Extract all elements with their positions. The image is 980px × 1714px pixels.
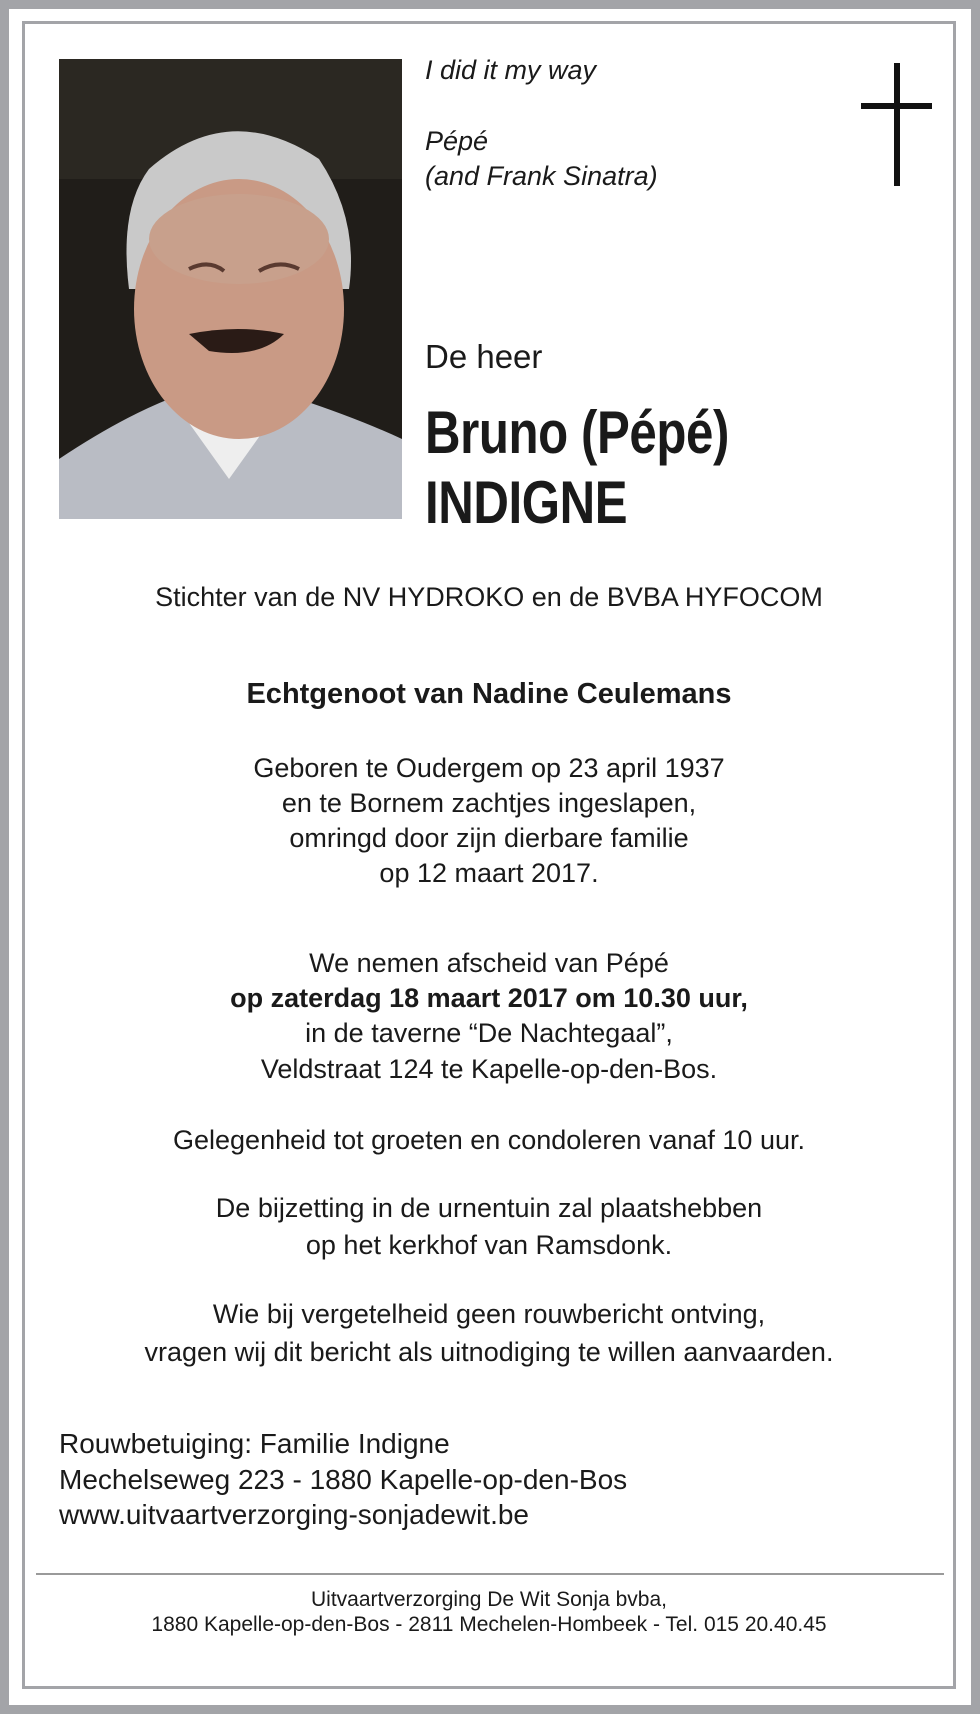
farewell-line: We nemen afscheid van Pépé	[309, 948, 669, 978]
condolence-line: Gelegenheid tot groeten en condoleren vanaf 10 uur.	[173, 1125, 805, 1155]
quote-attribution: (and Frank Sinatra)	[425, 161, 658, 191]
invitation-line: vragen wij dit bericht als uitnodiging te willen aanvaarden.	[144, 1337, 834, 1367]
burial-line: op het kerkhof van Ramsdonk.	[305, 1230, 673, 1260]
founder-line: Stichter van de NV HYDROKO en de BVBA HYFOCOM	[155, 582, 823, 612]
farewell-date: op zaterdag 18 maart 2017 om 10.30 uur,	[230, 983, 748, 1013]
birth-line: Geboren te Oudergem op 23 april 1937	[253, 753, 725, 783]
deceased-first-name: Bruno (Pépé)	[425, 399, 729, 466]
deceased-last-name: INDIGNE	[425, 469, 628, 536]
farewell-line: in de taverne “De Nachtegaal”,	[305, 1018, 673, 1048]
birth-line: en te Bornem zachtjes ingeslapen,	[281, 788, 697, 818]
contact-address: Mechelseweg 223 - 1880 Kapelle-op-den-Bos	[59, 1464, 628, 1495]
quote-line: I did it my way	[425, 55, 597, 85]
birth-line: op 12 maart 2017.	[379, 858, 599, 888]
quote-author: Pépé	[425, 126, 489, 156]
title-prefix: De heer	[425, 338, 543, 375]
farewell-line: Veldstraat 124 te Kapelle-op-den-Bos.	[260, 1054, 718, 1084]
contact-line: Rouwbetuiging: Familie Indigne	[59, 1428, 450, 1459]
footer-address: 1880 Kapelle-op-den-Bos - 2811 Mechelen-Hombeek - Tel. 015 20.40.45	[151, 1613, 827, 1636]
birth-line: omringd door zijn dierbare familie	[289, 823, 689, 853]
footer-company: Uitvaartverzorging De Wit Sonja bvba,	[311, 1588, 667, 1611]
spouse-line: Echtgenoot van Nadine Ceulemans	[246, 678, 732, 710]
burial-line: De bijzetting in de urnentuin zal plaatshebben	[215, 1193, 763, 1223]
invitation-line: Wie bij vergetelheid geen rouwbericht ontving,	[212, 1299, 766, 1329]
contact-website-link[interactable]: www.uitvaartverzorging-sonjadewit.be	[59, 1499, 529, 1530]
portrait-photo	[59, 59, 402, 519]
divider	[36, 1573, 944, 1575]
